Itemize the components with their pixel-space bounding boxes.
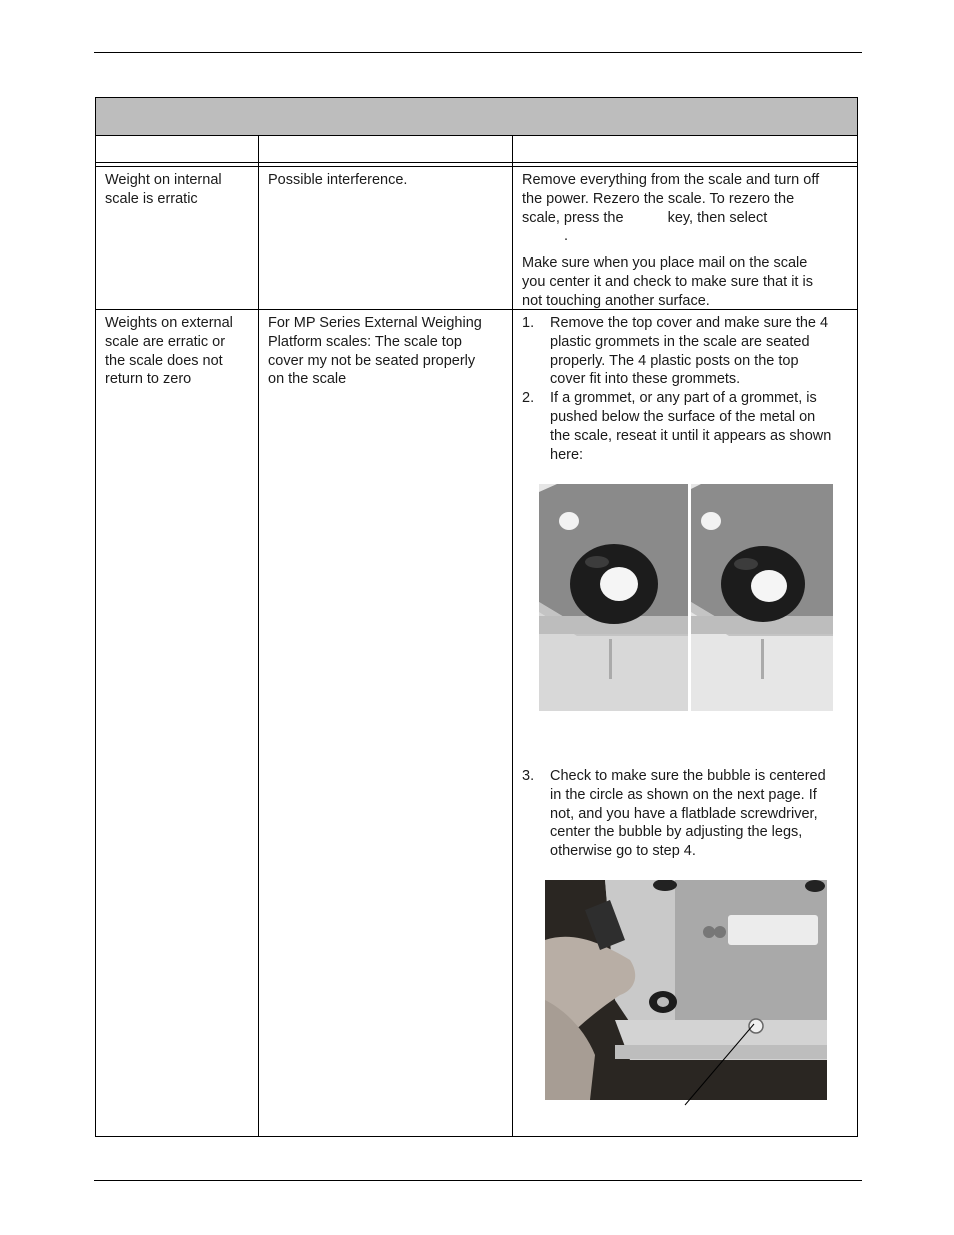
solution-text: scale, press the <box>522 209 624 226</box>
solution-line: not touching another surface. <box>522 292 710 309</box>
header-divider <box>96 162 857 163</box>
header-rule <box>94 52 862 53</box>
step-line: otherwise go to step 4. <box>550 843 696 860</box>
cause-line: cover my not be seated properly <box>268 352 476 369</box>
problem-line: the scale does not <box>105 352 223 369</box>
table-row-1-solution <box>522 171 852 311</box>
footer-rule <box>94 1180 862 1181</box>
table-title-band <box>96 98 857 136</box>
problem-line: return to zero <box>105 371 192 388</box>
step-line: Remove the top cover and make sure the 4 <box>550 315 829 331</box>
problem-line: Weight on internal <box>105 172 222 188</box>
step-line: cover fit into these grommets. <box>550 371 741 388</box>
column-divider <box>258 135 259 1137</box>
step-line: plastic grommets in the scale are seated <box>550 333 810 350</box>
solution-line: Make sure when you place mail on the scale <box>522 255 808 272</box>
table-row-2-solution-step-3 <box>522 767 854 861</box>
callout-line <box>682 1020 762 1110</box>
step-line: Check to make sure the bubble is centered <box>550 768 826 784</box>
step-number: 3. <box>522 768 535 784</box>
solution-line: Remove everything from the scale and turn off <box>522 172 820 188</box>
solution-line: you center it and check to make sure that it is <box>522 273 813 290</box>
troubleshooting-table <box>95 97 858 1137</box>
table-row-2-solution-steps-1-2 <box>522 314 854 464</box>
step-line: properly. The 4 plastic posts on the top <box>550 352 799 369</box>
step-line: not, and you have a flatblade screwdriver, <box>550 805 818 822</box>
step-line: in the circle as shown on the next page. If <box>550 786 817 803</box>
problem-line: Weights on external <box>105 315 233 331</box>
table-row-1-problem <box>105 171 250 209</box>
solution-text: key, then select <box>667 209 768 226</box>
grommet-photo-left <box>539 484 688 711</box>
step-number: 1. <box>522 315 535 331</box>
table-row-1-cause <box>268 171 504 190</box>
step-line: the scale, reseat it until it appears as shown <box>550 427 832 444</box>
step-line: here: <box>550 446 584 463</box>
step-item <box>522 389 854 464</box>
cause-line: Possible interference. <box>268 172 408 188</box>
solution-line: the power. Rezero the scale. To rezero the <box>522 190 795 207</box>
step-item <box>522 314 854 389</box>
step-line: pushed below the surface of the metal on <box>550 408 816 425</box>
problem-line: scale are erratic or <box>105 333 226 350</box>
header-divider <box>96 166 857 167</box>
table-row-2-cause <box>268 314 508 389</box>
cause-line: For MP Series External Weighing <box>268 315 482 331</box>
column-divider <box>512 135 513 1137</box>
solution-line: . <box>564 228 569 245</box>
step-number: 2. <box>522 390 535 407</box>
step-line: center the bubble by adjusting the legs, <box>550 824 803 841</box>
solution-line <box>522 209 852 228</box>
cause-line: Platform scales: The scale top <box>268 333 462 350</box>
grommet-photo-right <box>691 484 833 711</box>
problem-line: scale is erratic <box>105 190 198 207</box>
step-item <box>522 767 854 861</box>
step-line: If a grommet, or any part of a grommet, is <box>550 390 817 407</box>
cause-line: on the scale <box>268 371 347 388</box>
table-row-2-problem <box>105 314 250 389</box>
